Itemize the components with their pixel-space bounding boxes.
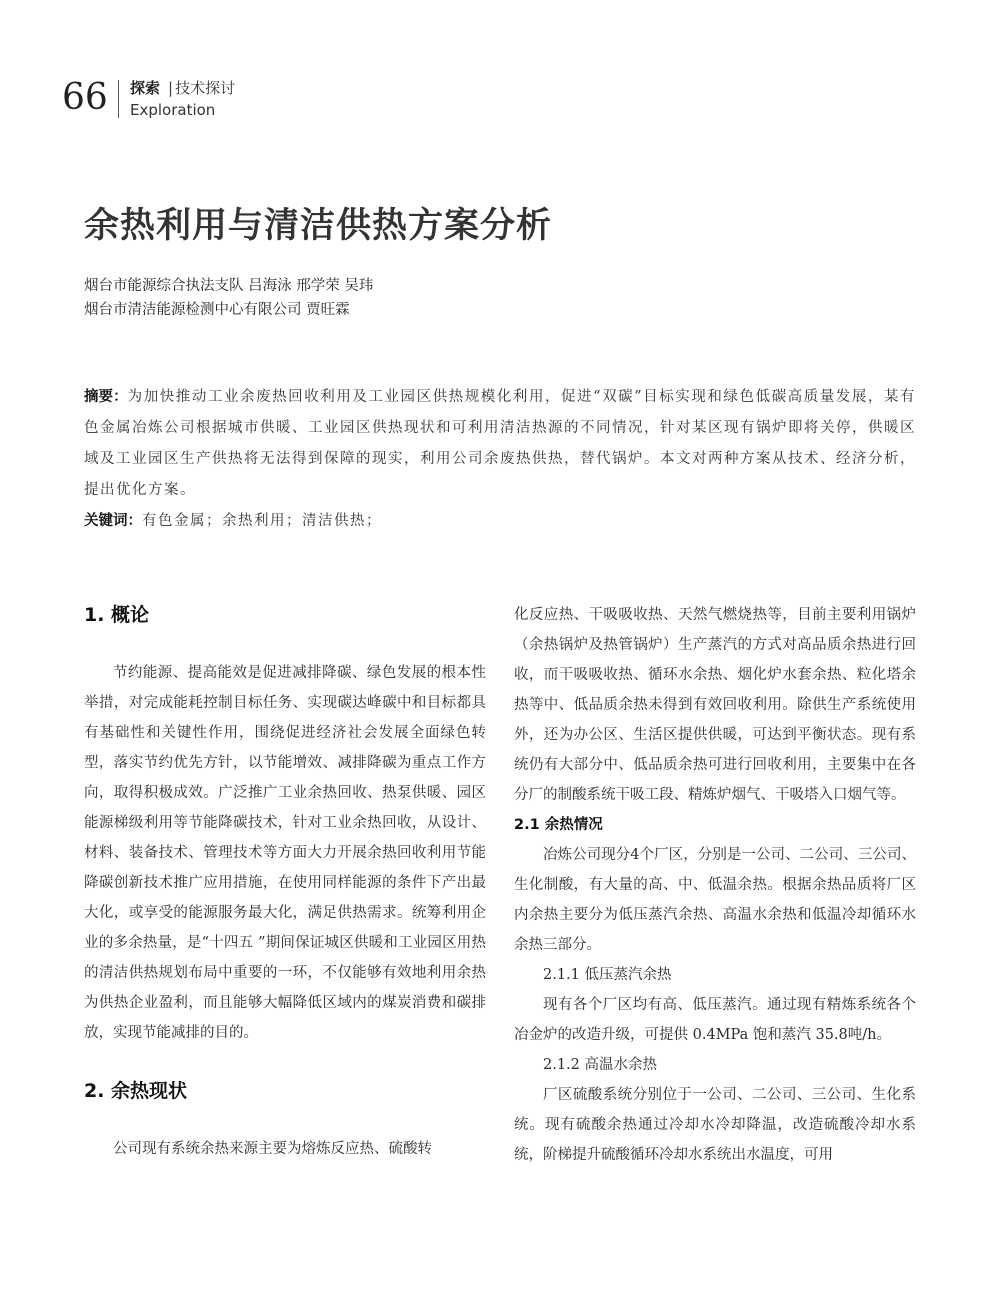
abstract-label: 摘要： [84,389,128,405]
abstract [84,382,916,506]
abstract-block [84,382,916,537]
paragraph-intro: 节约能源、提高能效是促进减排降碳、绿色发展的根本性举措，对完成能耗控制目标任务、实现碳达峰碳中和目标都具有基础性和关键性作用，围绕促进经济社会发展全面绿色转型，落实节约优先方针，以节能增效、减排降碳为重点工作方向，取得积极成效。广泛推广工业余热回收、热泵供暖、园区能源梯级利用等节能降碳技术，针对工业余热回收，从设计、材料、装备技术、管理技术等方面大力开展余热回收利用节能降碳创新技术推广应用措施，在使用同样能源的条件下产出最大化，或享受的能源服务最大化，满足供热需求。统筹利用企业的多余热量，是“十四五 ”期间保证城区供暖和工业园区用热的清洁供热规划布局中重要的一环，不仅能够有效地利用余热为供热企业盈利，而且能够大幅降低区域内的煤炭消费和碳排放，实现节能减排的目的。 [84,665,486,1041]
header-section-en: Exploration [130,101,216,119]
paragraph-heat-status: 公司现有系统余热来源主要为熔炼反应热、硫酸转 [113,1141,432,1157]
paragraph-heat-sources: 化反应热、干吸吸收热、天然气燃烧热等，目前主要利用锅炉（余热锅炉及热管锅炉）生产蒸汽的方式对高品质余热进行回收，而干吸吸收热、循环水余热、烟化炉水套余热、粒化塔余热等中、低品质余热未得到有效回收利用。除供生产系统使用外，还为办公区、生活区提供供暖，可达到平衡状态。现有系统仍有大部分中、低品质余热可进行回收利用，主要集中在各分厂的制酸系统干吸工段、精炼炉烟气、干吸塔入口烟气等。 [514,607,916,803]
abstract-text: 为加快推动工业余废热回收利用及工业园区供热规模化利用，促进“双碳”目标实现和绿色低碳高质量发展，某有色金属冶炼公司根据城市供暖、工业园区供热现状和可利用清洁热源的不同情况，针对某区现有锅炉即将关停，供暖区域及工业园区生产供热将无法得到保障的现实，利用公司余废热供热，替代锅炉。本文对两种方案从技术、经济分析，提出优化方案。 [84,389,916,498]
paragraph-plants: 冶炼公司现分4个厂区，分别是一公司、二公司、三公司、生化制酸，有大量的高、中、低温余热。根据余热品质将厂区内余热主要分为低压蒸汽余热、高温水余热和低温冷却循环水余热三部分。 [514,847,916,953]
paragraph-hot-water: 厂区硫酸系统分别位于一公司、二公司、三公司、生化系统。现有硫酸余热通过冷却水冷却降温，改造硫酸冷却水系统，阶梯提升硫酸循环冷却水系统出水温度，可用 [514,1087,916,1163]
header-subsection: 技术探讨 [175,79,236,97]
subsection-heading-2-1-2: 2.1.2 高温水余热 [543,1057,658,1073]
keywords [84,506,916,537]
header-separator: | [168,79,174,97]
header-section-line [130,78,235,98]
author-affiliations [84,274,373,322]
paragraph-steam: 现有各个厂区均有高、低压蒸汽。通过现有精炼系统各个冶金炉的改造升级，可提供 0.4MPa 饱和蒸汽 35.8吨/h。 [514,997,916,1043]
left-column [84,600,486,1164]
subsection-heading-2-1: 2.1 余热情况 [514,817,603,833]
keywords-label: 关键词： [84,513,142,529]
subsection-heading-2-1-1: 2.1.1 低压蒸汽余热 [543,967,672,983]
header-section: 探索 [130,79,161,97]
page-number: 66 [62,77,108,118]
section-heading-1: 1. 概论 [84,604,150,626]
keywords-text: 有色金属；余热利用；清洁供热； [142,513,382,529]
author-line-1: 烟台市能源综合执法支队 吕海泳 邢学荣 吴玮 [84,278,374,294]
right-column [514,600,916,1170]
author-line-2: 烟台市清洁能源检测中心有限公司 贾旺霖 [84,302,350,318]
header-divider [118,80,119,118]
section-heading-2: 2. 余热现状 [84,1080,188,1102]
article-title: 余热利用与清洁供热方案分析 [84,206,553,246]
